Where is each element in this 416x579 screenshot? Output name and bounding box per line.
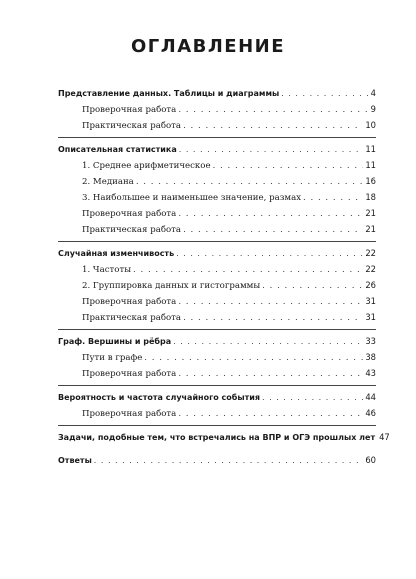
toc-entry-label: Проверочная работа xyxy=(82,369,177,379)
toc-entry-label: 3. Наибольшее и наименьшее значение, размах xyxy=(82,193,302,203)
page-title: ОГЛАВЛЕНИЕ xyxy=(130,36,286,57)
dot-leader xyxy=(136,174,364,190)
toc-subentry[interactable] xyxy=(58,309,376,325)
dot-leader xyxy=(133,262,363,278)
toc-entry-label: Практическая работа xyxy=(82,225,182,235)
table-of-contents xyxy=(58,82,390,472)
toc-entry-label: Пути в графе xyxy=(82,353,143,363)
toc-page-number: 21 xyxy=(365,224,376,234)
toc-page-number: 46 xyxy=(365,408,376,418)
toc-section-heading[interactable] xyxy=(58,333,376,349)
toc-page-number: 22 xyxy=(365,248,376,258)
toc-entry-label: Случайная изменчивость xyxy=(58,249,175,258)
toc-entry-label: Вероятность и частота случайного события xyxy=(58,393,260,402)
toc-subentry[interactable] xyxy=(58,189,376,205)
toc-page-number: 26 xyxy=(365,280,376,290)
toc-entry-label: Представление данных. Таблицы и диаграммы xyxy=(58,89,280,98)
dot-leader xyxy=(183,310,363,326)
toc-subentry[interactable] xyxy=(58,101,376,117)
dot-leader xyxy=(183,222,363,238)
toc-entry-label: 2. Медиана xyxy=(82,177,134,187)
toc-subentry[interactable] xyxy=(58,261,376,277)
toc-page-number: 31 xyxy=(365,296,376,306)
toc-page-number: 38 xyxy=(365,352,376,362)
toc-subentry[interactable] xyxy=(58,205,376,221)
toc-page-number: 11 xyxy=(365,144,376,154)
dot-leader xyxy=(178,102,368,118)
toc-entry-label: Проверочная работа xyxy=(82,297,177,307)
toc-entry-label: Практическая работа xyxy=(82,121,182,131)
toc-entry-label: 1. Среднее арифметическое xyxy=(82,161,211,171)
toc-page-number: 18 xyxy=(365,192,376,202)
toc-section xyxy=(58,242,376,330)
dot-leader xyxy=(303,190,363,206)
dot-leader xyxy=(176,246,363,262)
dot-leader xyxy=(262,390,363,406)
toc-page-number: 43 xyxy=(365,368,376,378)
dot-leader xyxy=(178,206,363,222)
toc-section-heading[interactable] xyxy=(58,452,376,468)
dot-leader xyxy=(94,453,364,469)
toc-section-heading[interactable] xyxy=(58,429,390,445)
toc-page-number: 47 xyxy=(379,432,390,442)
toc-entry-label: 1. Частоты xyxy=(82,265,132,275)
toc-section xyxy=(58,449,376,472)
dot-leader xyxy=(281,86,368,102)
toc-entry-label: Описательная статистика xyxy=(58,145,177,154)
toc-subentry[interactable] xyxy=(58,173,376,189)
dot-leader xyxy=(183,118,363,134)
toc-entry-label: 2. Группировка данных и гистограммы xyxy=(82,281,261,291)
toc-section xyxy=(58,138,376,242)
toc-section-heading[interactable] xyxy=(58,141,376,157)
dot-leader xyxy=(213,158,364,174)
toc-page-number: 21 xyxy=(365,208,376,218)
dot-leader xyxy=(144,350,363,366)
toc-subentry[interactable] xyxy=(58,277,376,293)
toc-entry-label: Проверочная работа xyxy=(82,209,177,219)
toc-subentry[interactable] xyxy=(58,365,376,381)
dot-leader xyxy=(178,366,363,382)
toc-entry-label: Проверочная работа xyxy=(82,409,177,419)
toc-page-number: 60 xyxy=(365,455,376,465)
toc-section xyxy=(58,426,390,449)
toc-section xyxy=(58,330,376,386)
toc-page-number: 44 xyxy=(365,392,376,402)
toc-page-number: 4 xyxy=(370,88,376,98)
dot-leader xyxy=(262,278,363,294)
toc-subentry[interactable] xyxy=(58,293,376,309)
toc-page-number: 9 xyxy=(370,104,376,114)
toc-section-heading[interactable] xyxy=(58,389,376,405)
toc-entry-label: Практическая работа xyxy=(82,313,182,323)
toc-subentry[interactable] xyxy=(58,405,376,421)
toc-section xyxy=(58,386,376,426)
toc-page-number: 22 xyxy=(365,264,376,274)
toc-entry-label: Ответы xyxy=(58,456,92,465)
toc-section-heading[interactable] xyxy=(58,85,376,101)
toc-page-number: 16 xyxy=(365,176,376,186)
toc-page-number: 10 xyxy=(365,120,376,130)
dot-leader xyxy=(179,142,364,158)
toc-section xyxy=(58,82,376,138)
toc-subentry[interactable] xyxy=(58,221,376,237)
toc-entry-label: Граф. Вершины и рёбра xyxy=(58,337,172,346)
toc-subentry[interactable] xyxy=(58,117,376,133)
toc-entry-label: Проверочная работа xyxy=(82,105,177,115)
toc-page-number: 31 xyxy=(365,312,376,322)
toc-subentry[interactable] xyxy=(58,349,376,365)
dot-leader xyxy=(178,406,363,422)
toc-page-number: 33 xyxy=(365,336,376,346)
dot-leader xyxy=(173,334,363,350)
toc-section-heading[interactable] xyxy=(58,245,376,261)
dot-leader xyxy=(178,294,363,310)
toc-entry-label: Задачи, подобные тем, что встречались на ВПР и ОГЭ прошлых лет xyxy=(58,433,376,442)
toc-page-number: 11 xyxy=(365,160,376,170)
toc-subentry[interactable] xyxy=(58,157,376,173)
